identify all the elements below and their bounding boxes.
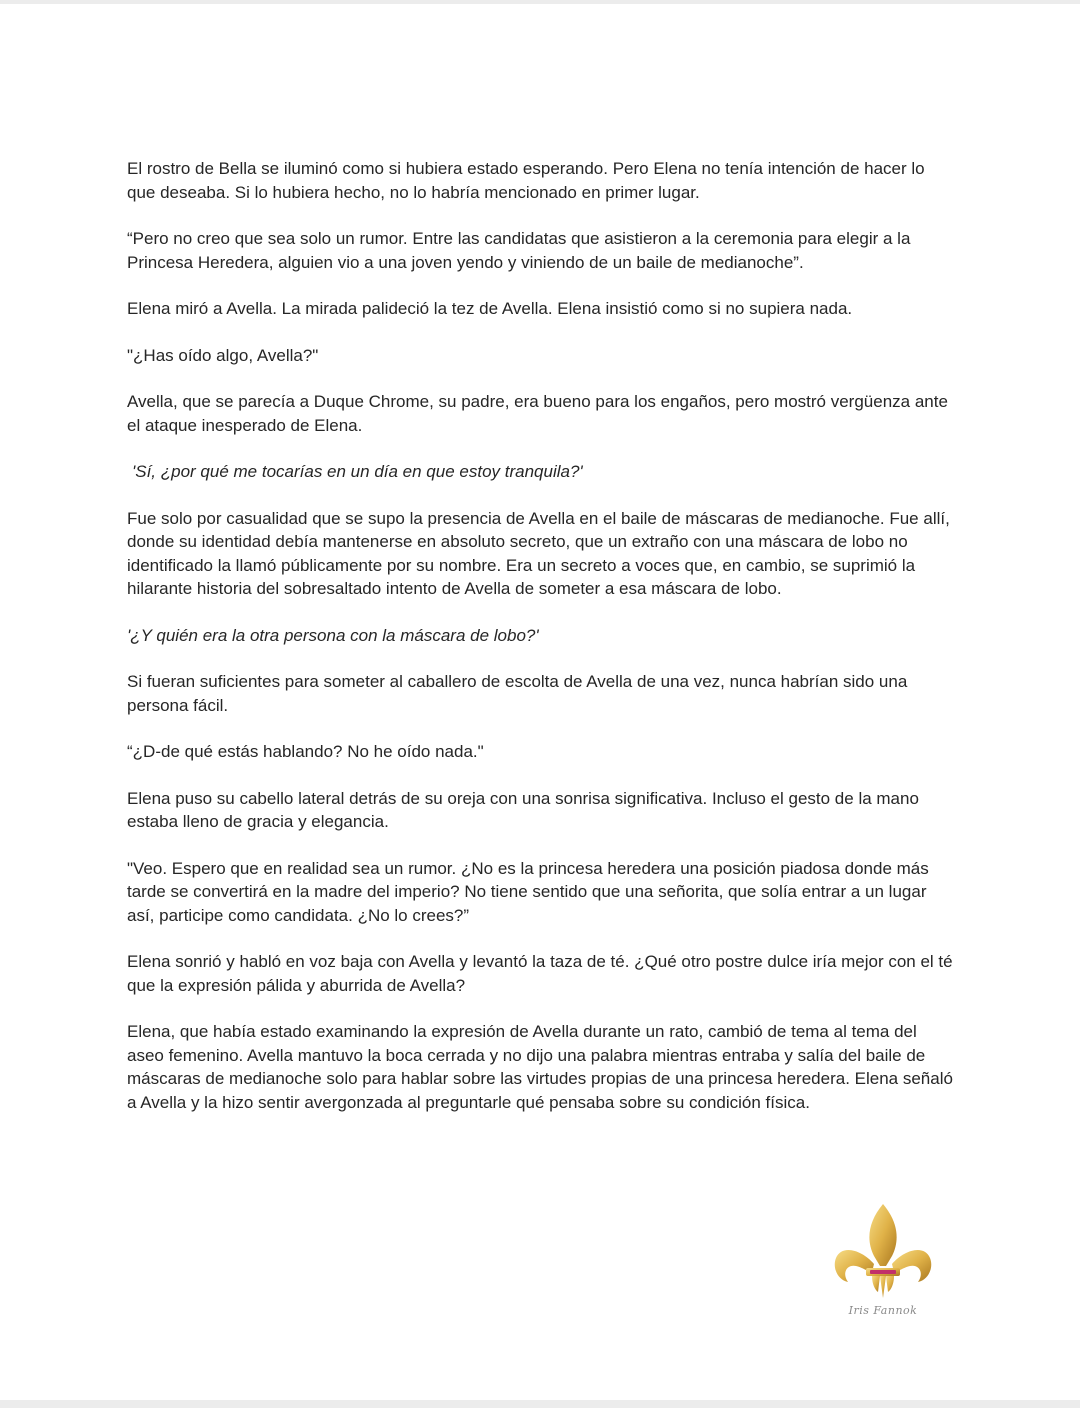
logo-signature: Iris Fannok: [848, 1304, 918, 1317]
paragraph-6-thought: 'Sí, ¿por qué me tocarías en un día en que estoy tranquila?': [132, 462, 583, 481]
paragraph-14: Elena, que había estado examinando la expresión de Avella durante un rato, cambió de tema al tema del aseo femenino. Avella mantuvo la boca cerrada y no dijo una palabra mientras entraba y salía del baile de máscaras de medianoche solo para hablar sobre las virtudes propias de una princesa heredera. Elena señaló a Avella y la hizo sentir avergonzada al preguntarle qué pensaba sobre su condición física.: [127, 1022, 953, 1112]
paragraph-8-thought: '¿Y quién era la otra persona con la máscara de lobo?': [127, 625, 539, 645]
paragraph-7: Fue solo por casualidad que se supo la presencia de Avella en el baile de máscaras de medianoche. Fue allí, donde su identidad debía mantenerse en absoluto secreto, que un extraño con una máscara de lobo no identificado la llamó públicamente por su nombre. Era un secreto a voces que, en cambio, se suprimió la hilarante historia del sobresaltado intento de Avella de someter a esa máscara de lobo.: [127, 508, 950, 598]
paragraph-10: “¿D-de qué estás hablando? No he oído nada.": [127, 742, 484, 761]
paragraph-12: "Veo. Espero que en realidad sea un rumor. ¿No es la princesa heredera una posición piadosa donde más tarde se convertirá en la madre del imperio? No tiene sentido que una señorita, que solía entrar a un lugar así, participe como candidata. ¿No lo crees?”: [127, 858, 929, 925]
fleur-de-lis-icon: [828, 1200, 938, 1304]
document-page: [0, 4, 1080, 1400]
document-body: [127, 157, 957, 1137]
paragraph-5: Avella, que se parecía a Duque Chrome, su padre, era bueno para los engaños, pero mostró vergüenza ante el ataque inesperado de Elena.: [127, 392, 948, 435]
paragraph-9: Si fueran suficientes para someter al caballero de escolta de Avella de una vez, nunca habrían sido una persona fácil.: [127, 672, 908, 715]
paragraph-2: “Pero no creo que sea solo un rumor. Entre las candidatas que asistieron a la ceremonia para elegir a la Princesa Heredera, alguien vio a una joven yendo y viniendo de un baile de medianoche”.: [127, 229, 911, 272]
paragraph-1: El rostro de Bella se iluminó como si hubiera estado esperando. Pero Elena no tenía intención de hacer lo que deseaba. Si lo hubiera hecho, no lo habría mencionado en primer lugar.: [127, 159, 925, 202]
paragraph-11: Elena puso su cabello lateral detrás de su oreja con una sonrisa significativa. Incluso el gesto de la mano estaba lleno de gracia y elegancia.: [127, 788, 919, 831]
paragraph-13: Elena sonrió y habló en voz baja con Avella y levantó la taza de té. ¿Qué otro postre dulce iría mejor con el té que la expresión pálida y aburrida de Avella?: [127, 952, 953, 995]
paragraph-4: "¿Has oído algo, Avella?": [127, 345, 319, 365]
paragraph-3: Elena miró a Avella. La mirada palideció la tez de Avella. Elena insistió como si no supiera nada.: [127, 299, 853, 318]
logo: [828, 1200, 938, 1335]
